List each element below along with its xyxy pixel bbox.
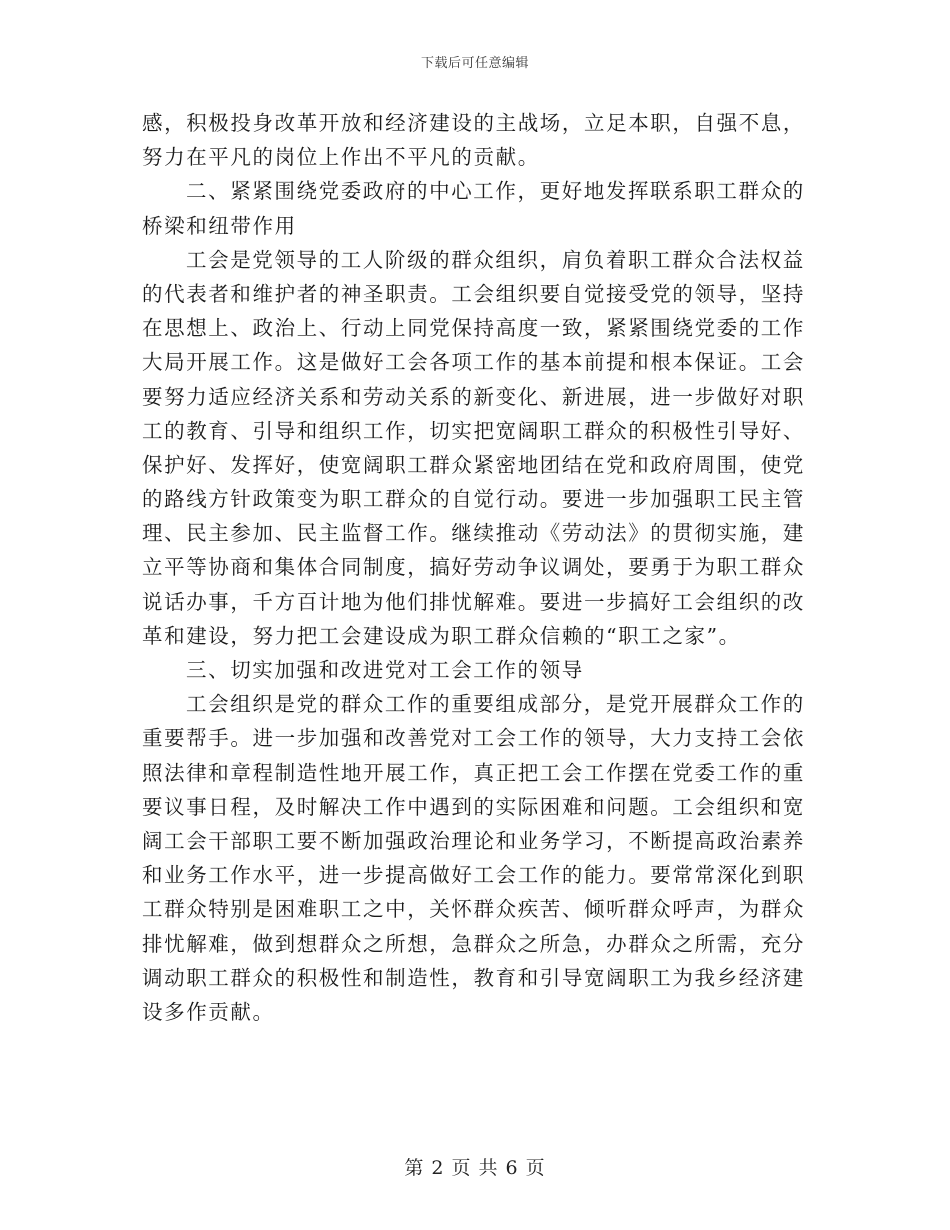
text-line: 工会组织是党的群众工作的重要组成部分，是党开展群众工作的 [186, 692, 805, 717]
text-line: 阔工会干部职工要不断加强政治理论和业务学习，不断提高政治素养 [142, 828, 805, 853]
header-note: 下载后可任意编辑 [420, 56, 529, 71]
text-line: 的代表者和维护者的神圣职责。工会组织要自觉接受党的领导，坚持 [142, 281, 805, 306]
text-line: 大局开展工作。这是做好工会各项工作的基本前提和根本保证。工会 [142, 350, 805, 375]
text-line: 工群众特别是困难职工之中，关怀群众疾苦、倾听群众呼声，为群众 [142, 897, 805, 922]
section-heading: 二、紧紧围绕党委政府的中心工作，更好地发挥联系职工群众的 [186, 179, 805, 204]
text-line: 照法律和章程制造性地开展工作，真正把工会工作摆在党委工作的重 [142, 760, 805, 785]
text-line: 理、民主参加、民主监督工作。继续推动《劳动法》的贯彻实施，建 [142, 521, 805, 546]
section-heading: 桥梁和纽带作用 [142, 213, 297, 238]
text-line: 立平等协商和集体合同制度，搞好劳动争议调处，要勇于为职工群众 [142, 555, 805, 580]
text-line: 革和建设，努力把工会建设成为职工群众信赖的“职工之家”。 [142, 623, 741, 648]
section-heading: 三、切实加强和改进党对工会工作的领导 [186, 658, 584, 682]
text-line: 要议事日程，及时解决工作中遇到的实际困难和问题。工会组织和宽 [142, 794, 805, 819]
text-line: 说话办事，千方百计地为他们排忧解难。要进一步搞好工会组织的改 [142, 589, 805, 614]
text-line: 工的教育、引导和组织工作，切实把宽阔职工群众的积极性引导好、 [142, 418, 805, 443]
text-line: 工会是党领导的工人阶级的群众组织，肩负着职工群众合法权益 [186, 247, 805, 272]
page-number: 第 2 页 共 6 页 [404, 1157, 546, 1179]
text-line: 要努力适应经济关系和劳动关系的新变化、新进展，进一步做好对职 [142, 384, 805, 409]
text-line: 的路线方针政策变为职工群众的自觉行动。要进一步加强职工民主管 [142, 487, 805, 512]
text-line: 努力在平凡的岗位上作出不平凡的贡献。 [142, 145, 540, 170]
text-line: 感，积极投身改革开放和经济建设的主战场，立足本职，自强不息， [142, 111, 805, 135]
text-line: 调动职工群众的积极性和制造性，教育和引导宽阔职工为我乡经济建 [142, 965, 805, 990]
text-line: 重要帮手。进一步加强和改善党对工会工作的领导，大力支持工会依 [142, 726, 805, 751]
text-line: 设多作贡献。 [142, 999, 275, 1024]
body-text [142, 106, 805, 1029]
text-line: 保护好、发挥好，使宽阔职工群众紧密地团结在党和政府周围，使党 [142, 452, 805, 477]
text-line: 排忧解难，做到想群众之所想，急群众之所急，办群众之所需，充分 [142, 931, 805, 956]
text-line: 和业务工作水平，进一步提高做好工会工作的能力。要常常深化到职 [142, 863, 805, 888]
text-line: 在思想上、政治上、行动上同党保持高度一致，紧紧围绕党委的工作 [142, 316, 805, 341]
